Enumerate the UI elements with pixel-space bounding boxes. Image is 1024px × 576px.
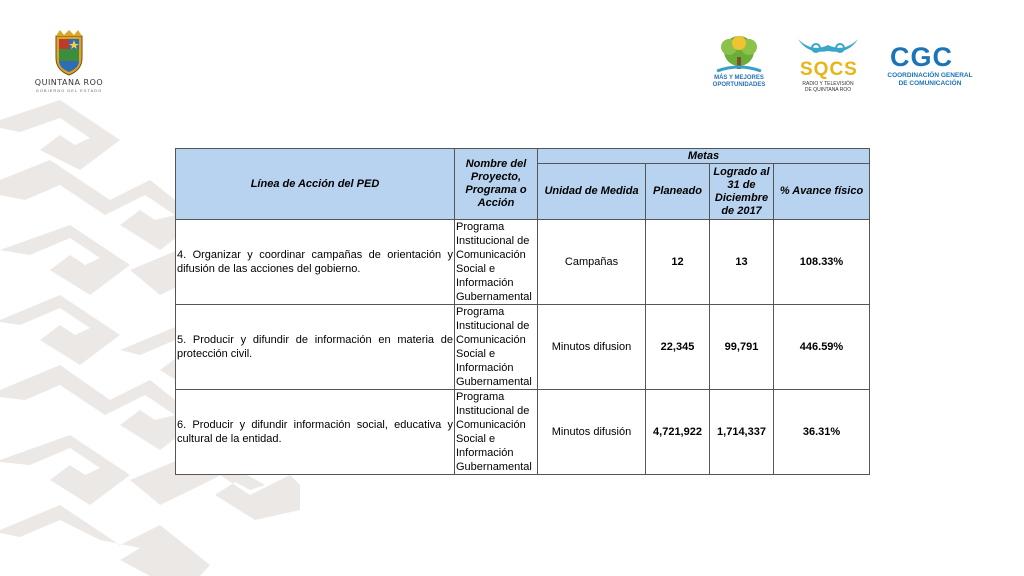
cell-logrado: 13 xyxy=(710,220,774,305)
cell-programa: Programa Institucional de Comunicación Social e Información Gubernamental xyxy=(455,220,538,305)
crest-icon xyxy=(52,30,86,76)
bird-icon xyxy=(792,35,864,61)
cell-avance: 446.59% xyxy=(774,305,870,390)
header-avance: % Avance físico xyxy=(774,164,870,220)
header-linea-accion: Línea de Acción del PED xyxy=(176,149,455,220)
cell-linea: 6. Producir y difundir información social, educativa y cultural de la entidad. xyxy=(176,390,455,475)
sqcs-wordmark: SQCS xyxy=(800,59,858,80)
cell-unidad: Campañas xyxy=(538,220,646,305)
table-row xyxy=(176,390,870,475)
cell-logrado: 99,791 xyxy=(710,305,774,390)
sqcs-sub-line1: RADIO Y TELEVISIÓN xyxy=(802,81,854,87)
tree-logo-line2: OPORTUNIDADES xyxy=(712,82,766,88)
header-metas: Metas xyxy=(538,149,870,164)
table-row xyxy=(176,305,870,390)
mas-y-mejores-oportunidades-logo xyxy=(703,35,775,95)
cell-programa: Programa Institucional de Comunicación Social e Información Gubernamental xyxy=(455,390,538,475)
header-planeado: Planeado xyxy=(646,164,710,220)
cell-unidad: Minutos difusion xyxy=(538,305,646,390)
sqcs-sub-line2: DE QUINTANA ROO xyxy=(804,87,852,93)
cgc-sub-line2: DE COMUNICACIÓN xyxy=(898,80,962,87)
metas-table xyxy=(175,148,870,475)
tree-icon xyxy=(703,35,775,75)
cell-unidad: Minutos difusión xyxy=(538,390,646,475)
cgc-sub-line1: COORDINACIÓN GENERAL xyxy=(887,72,973,79)
cell-logrado: 1,714,337 xyxy=(710,390,774,475)
cgc-logo xyxy=(880,42,980,90)
quintana-roo-wordmark: QUINTANA ROO xyxy=(34,78,104,87)
quintana-roo-logo xyxy=(28,30,110,98)
cell-linea: 5. Producir y difundir de información en materia de protección civil. xyxy=(176,305,455,390)
cell-avance: 36.31% xyxy=(774,390,870,475)
cell-avance: 108.33% xyxy=(774,220,870,305)
cell-planeado: 4,721,922 xyxy=(646,390,710,475)
gobierno-subtext: GOBIERNO DEL ESTADO xyxy=(35,88,103,93)
cell-planeado: 22,345 xyxy=(646,305,710,390)
tree-logo-text xyxy=(703,75,775,89)
header-logrado: Logrado al 31 de Diciembre de 2017 xyxy=(710,164,774,220)
table-row xyxy=(176,220,870,305)
header-nombre-proyecto: Nombre del Proyecto, Programa o Acción xyxy=(455,149,538,220)
cell-programa: Programa Institucional de Comunicación Social e Información Gubernamental xyxy=(455,305,538,390)
cgc-wordmark: CGC xyxy=(890,42,953,72)
cell-linea: 4. Organizar y coordinar campañas de orientación y difusión de las acciones del gobierno. xyxy=(176,220,455,305)
tree-logo-line1: MÁS Y MEJORES xyxy=(714,75,764,81)
cgc-subtext xyxy=(880,72,980,88)
header-unidad-medida: Unidad de Medida xyxy=(538,164,646,220)
sqcs-logo xyxy=(792,35,864,95)
cell-planeado: 12 xyxy=(646,220,710,305)
sqcs-subtext xyxy=(792,81,864,93)
